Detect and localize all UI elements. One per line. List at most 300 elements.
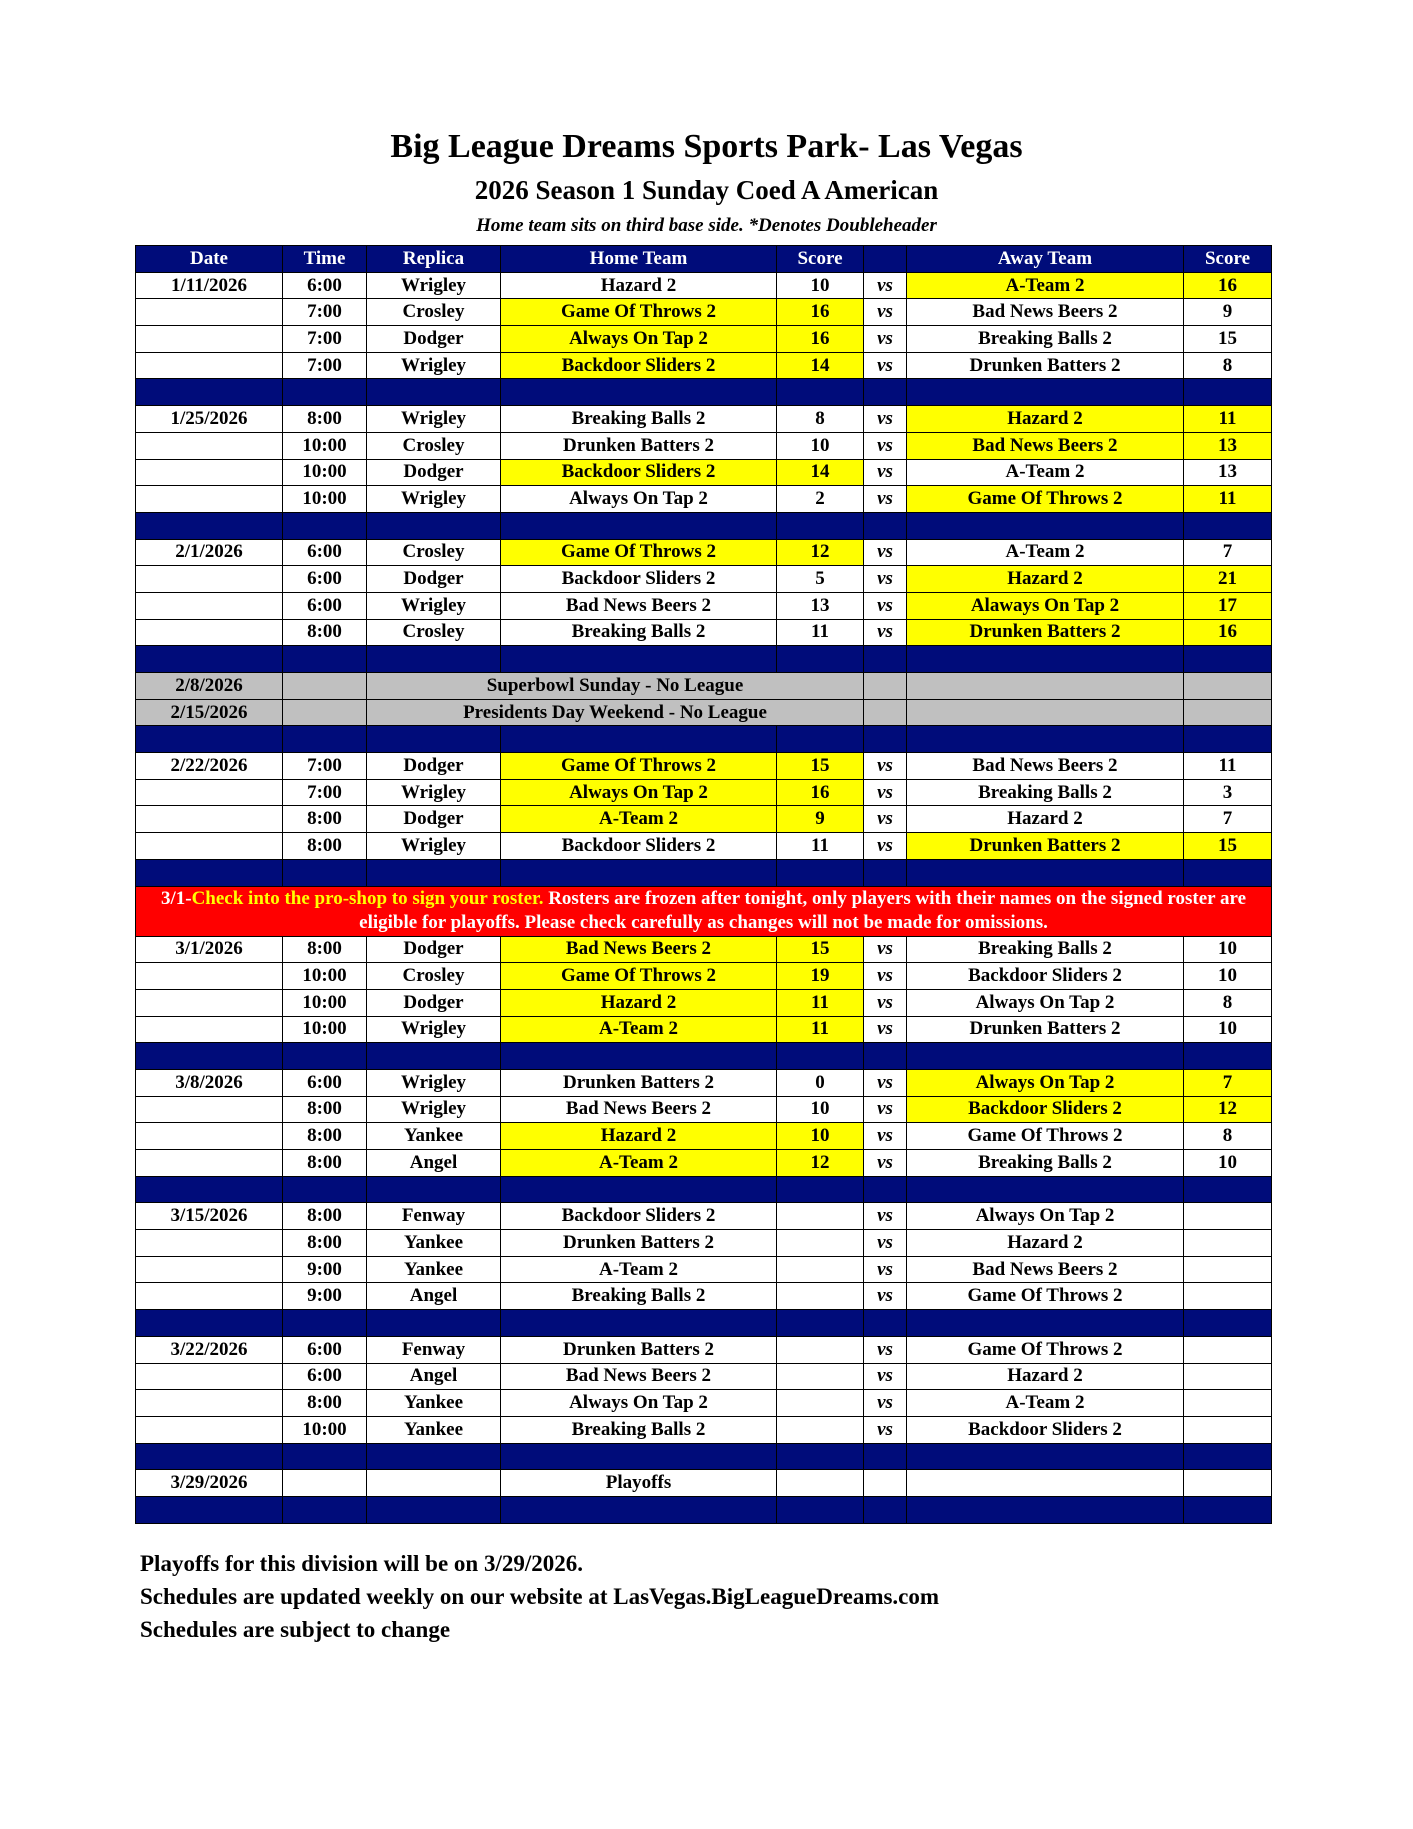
date-cell (136, 619, 283, 646)
home-score-cell: 10 (777, 432, 864, 459)
column-header (864, 246, 907, 273)
home-team-cell: Drunken Batters 2 (501, 1336, 777, 1363)
away-score-cell: 13 (1184, 432, 1272, 459)
footer-change-note: Schedules are subject to change (140, 1617, 451, 1642)
notice-prefix: 3/1- (160, 888, 192, 909)
game-row (136, 406, 1272, 433)
separator-cell (367, 646, 501, 673)
date-cell (136, 1390, 283, 1417)
separator-cell (136, 1443, 283, 1470)
time-cell: 8:00 (283, 1203, 367, 1230)
home-score-cell: 16 (777, 779, 864, 806)
away-score-cell (1184, 1256, 1272, 1283)
home-score-cell: 9 (777, 806, 864, 833)
separator-cell (907, 1496, 1184, 1523)
away-score-cell: 16 (1184, 272, 1272, 299)
separator-cell (283, 646, 367, 673)
footer-playoffs-note: Playoffs for this division will be on 3/29/2026. (140, 1551, 584, 1576)
time-cell: 10:00 (283, 963, 367, 990)
away-score-cell: 7 (1184, 806, 1272, 833)
date-cell: 2/8/2026 (136, 673, 283, 700)
game-row (136, 592, 1272, 619)
date-cell: 2/15/2026 (136, 699, 283, 726)
time-cell: 8:00 (283, 936, 367, 963)
home-score-cell: 12 (777, 1150, 864, 1177)
date-cell: 3/29/2026 (136, 1470, 283, 1497)
home-team-cell: A-Team 2 (501, 1150, 777, 1177)
away-team-cell: Drunken Batters 2 (907, 352, 1184, 379)
separator-cell (907, 1443, 1184, 1470)
away-team-cell: Bad News Beers 2 (907, 299, 1184, 326)
time-cell: 6:00 (283, 1363, 367, 1390)
separator-cell (864, 1443, 907, 1470)
vs-cell (864, 673, 907, 700)
away-score-cell: 10 (1184, 1150, 1272, 1177)
game-row (136, 326, 1272, 353)
field-cell: Fenway (367, 1336, 501, 1363)
separator-row (136, 1176, 1272, 1203)
away-score-cell (1184, 1283, 1272, 1310)
vs-cell: vs (864, 1016, 907, 1043)
field-cell: Yankee (367, 1390, 501, 1417)
separator-row (136, 726, 1272, 753)
away-team-cell: A-Team 2 (907, 272, 1184, 299)
game-row (136, 1363, 1272, 1390)
field-cell (367, 1470, 501, 1497)
separator-cell (1184, 1176, 1272, 1203)
home-team-cell: Game Of Throws 2 (501, 299, 777, 326)
away-team-cell: Breaking Balls 2 (907, 936, 1184, 963)
vs-cell: vs (864, 1069, 907, 1096)
separator-cell (367, 379, 501, 406)
home-score-cell (777, 1416, 864, 1443)
separator-cell (1184, 859, 1272, 886)
separator-cell (1184, 379, 1272, 406)
field-cell: Crosley (367, 299, 501, 326)
vs-cell (864, 699, 907, 726)
separator-cell (777, 646, 864, 673)
vs-cell: vs (864, 406, 907, 433)
game-row (136, 1069, 1272, 1096)
vs-cell: vs (864, 352, 907, 379)
field-cell: Wrigley (367, 1069, 501, 1096)
game-row (136, 539, 1272, 566)
field-cell: Angel (367, 1283, 501, 1310)
home-score-cell: 14 (777, 459, 864, 486)
home-score-cell (777, 1203, 864, 1230)
away-score-cell: 11 (1184, 486, 1272, 513)
away-team-cell: Breaking Balls 2 (907, 1150, 1184, 1177)
away-team-cell: Drunken Batters 2 (907, 1016, 1184, 1043)
time-cell: 6:00 (283, 1069, 367, 1096)
separator-cell (501, 1176, 777, 1203)
away-team-cell: Hazard 2 (907, 1363, 1184, 1390)
time-cell: 10:00 (283, 1016, 367, 1043)
home-score-cell: 11 (777, 619, 864, 646)
game-row (136, 1150, 1272, 1177)
away-score-cell (1184, 1390, 1272, 1417)
separator-cell (283, 726, 367, 753)
vs-cell: vs (864, 1150, 907, 1177)
date-cell (136, 592, 283, 619)
separator-cell (283, 1043, 367, 1070)
separator-cell (1184, 1310, 1272, 1337)
home-score-cell: 11 (777, 833, 864, 860)
separator-cell (907, 859, 1184, 886)
home-team-cell: Breaking Balls 2 (501, 1283, 777, 1310)
home-team-cell: Hazard 2 (501, 272, 777, 299)
away-score-cell: 8 (1184, 1123, 1272, 1150)
field-cell: Wrigley (367, 406, 501, 433)
field-cell: Dodger (367, 326, 501, 353)
away-score-cell (1184, 1230, 1272, 1257)
time-cell: 10:00 (283, 432, 367, 459)
away-score-cell: 21 (1184, 566, 1272, 593)
time-cell: 6:00 (283, 539, 367, 566)
date-cell (136, 1363, 283, 1390)
home-score-cell: 16 (777, 326, 864, 353)
date-cell (136, 1256, 283, 1283)
separator-cell (1184, 1443, 1272, 1470)
away-team-cell: Bad News Beers 2 (907, 753, 1184, 780)
away-team-cell: Bad News Beers 2 (907, 432, 1184, 459)
home-score-cell (777, 1230, 864, 1257)
field-cell: Dodger (367, 566, 501, 593)
separator-cell (501, 1443, 777, 1470)
game-row (136, 619, 1272, 646)
time-cell: 7:00 (283, 299, 367, 326)
field-cell: Crosley (367, 619, 501, 646)
separator-cell (907, 379, 1184, 406)
away-team-cell (907, 699, 1184, 726)
away-score-cell: 7 (1184, 1069, 1272, 1096)
vs-cell: vs (864, 486, 907, 513)
away-team-cell: Drunken Batters 2 (907, 833, 1184, 860)
vs-cell: vs (864, 963, 907, 990)
field-cell: Yankee (367, 1256, 501, 1283)
separator-row (136, 1496, 1272, 1523)
home-team-cell: Always On Tap 2 (501, 1390, 777, 1417)
away-team-cell: Breaking Balls 2 (907, 779, 1184, 806)
home-team-cell: Game Of Throws 2 (501, 963, 777, 990)
vs-cell: vs (864, 779, 907, 806)
date-cell (136, 1150, 283, 1177)
date-cell (136, 1016, 283, 1043)
field-cell: Crosley (367, 432, 501, 459)
away-team-cell: Backdoor Sliders 2 (907, 963, 1184, 990)
vs-cell: vs (864, 1096, 907, 1123)
notice-highlight: Check into the pro-shop to sign your roster. (191, 888, 544, 909)
separator-cell (1184, 1496, 1272, 1523)
separator-cell (1184, 646, 1272, 673)
date-cell (136, 1123, 283, 1150)
game-row (136, 1123, 1272, 1150)
date-cell (136, 806, 283, 833)
field-cell: Wrigley (367, 486, 501, 513)
vs-cell: vs (864, 272, 907, 299)
vs-cell: vs (864, 1230, 907, 1257)
away-score-cell (1184, 1363, 1272, 1390)
vs-cell: vs (864, 1256, 907, 1283)
home-score-cell: 15 (777, 936, 864, 963)
home-score-cell: 16 (777, 299, 864, 326)
separator-cell (501, 512, 777, 539)
date-cell (136, 352, 283, 379)
game-row (136, 1416, 1272, 1443)
away-team-cell: Game Of Throws 2 (907, 1283, 1184, 1310)
separator-cell (777, 859, 864, 886)
date-cell (136, 779, 283, 806)
away-team-cell: Hazard 2 (907, 806, 1184, 833)
away-team-cell: Hazard 2 (907, 566, 1184, 593)
home-team-cell: Bad News Beers 2 (501, 1096, 777, 1123)
away-team-cell: A-Team 2 (907, 539, 1184, 566)
separator-row (136, 379, 1272, 406)
away-team-cell: Breaking Balls 2 (907, 326, 1184, 353)
field-cell: Wrigley (367, 1016, 501, 1043)
away-score-cell: 10 (1184, 1016, 1272, 1043)
time-cell: 6:00 (283, 272, 367, 299)
game-row (136, 299, 1272, 326)
vs-cell: vs (864, 1390, 907, 1417)
away-score-cell: 11 (1184, 753, 1272, 780)
vs-cell: vs (864, 806, 907, 833)
game-row (136, 936, 1272, 963)
home-score-cell: 12 (777, 539, 864, 566)
date-cell (136, 566, 283, 593)
separator-row (136, 859, 1272, 886)
home-score-cell: 5 (777, 566, 864, 593)
date-cell (136, 299, 283, 326)
column-header: Score (1184, 246, 1272, 273)
separator-cell (501, 1496, 777, 1523)
vs-cell: vs (864, 326, 907, 353)
field-cell: Crosley (367, 963, 501, 990)
time-cell: 6:00 (283, 566, 367, 593)
home-team-cell: Backdoor Sliders 2 (501, 459, 777, 486)
home-score-cell (777, 1390, 864, 1417)
separator-cell (136, 859, 283, 886)
date-cell (136, 989, 283, 1016)
time-cell: 8:00 (283, 1123, 367, 1150)
field-cell: Dodger (367, 753, 501, 780)
home-score-cell (777, 1363, 864, 1390)
separator-cell (1184, 1043, 1272, 1070)
field-cell: Yankee (367, 1123, 501, 1150)
field-cell: Yankee (367, 1230, 501, 1257)
separator-cell (501, 646, 777, 673)
game-row (136, 272, 1272, 299)
vs-cell: vs (864, 936, 907, 963)
home-score-cell: 8 (777, 406, 864, 433)
date-cell (136, 833, 283, 860)
date-cell (136, 1416, 283, 1443)
away-score-cell (1184, 1416, 1272, 1443)
away-team-cell: Always On Tap 2 (907, 989, 1184, 1016)
separator-row (136, 646, 1272, 673)
date-cell (136, 1096, 283, 1123)
table-header-row (136, 246, 1272, 273)
separator-cell (136, 512, 283, 539)
date-cell: 1/11/2026 (136, 272, 283, 299)
time-cell: 8:00 (283, 1390, 367, 1417)
no-league-text: Presidents Day Weekend - No League (367, 699, 864, 726)
separator-cell (283, 859, 367, 886)
home-team-cell: Backdoor Sliders 2 (501, 566, 777, 593)
separator-cell (136, 1310, 283, 1337)
date-cell (136, 326, 283, 353)
away-score-cell (1184, 673, 1272, 700)
date-cell (136, 486, 283, 513)
separator-cell (283, 1310, 367, 1337)
time-cell (283, 673, 367, 700)
separator-cell (907, 1176, 1184, 1203)
roster-notice-row (136, 886, 1272, 936)
field-cell: Angel (367, 1150, 501, 1177)
home-team-cell: Always On Tap 2 (501, 779, 777, 806)
game-row (136, 1336, 1272, 1363)
separator-cell (777, 1310, 864, 1337)
time-cell: 8:00 (283, 619, 367, 646)
separator-cell (907, 1043, 1184, 1070)
separator-cell (283, 512, 367, 539)
home-score-cell: 10 (777, 1096, 864, 1123)
away-score-cell (1184, 699, 1272, 726)
game-row (136, 432, 1272, 459)
away-score-cell: 13 (1184, 459, 1272, 486)
game-row (136, 1016, 1272, 1043)
date-cell: 1/25/2026 (136, 406, 283, 433)
field-cell: Wrigley (367, 592, 501, 619)
away-team-cell: A-Team 2 (907, 1390, 1184, 1417)
time-cell: 8:00 (283, 833, 367, 860)
away-score-cell: 16 (1184, 619, 1272, 646)
separator-cell (367, 859, 501, 886)
separator-cell (864, 1043, 907, 1070)
separator-cell (136, 1496, 283, 1523)
away-team-cell: Game Of Throws 2 (907, 1123, 1184, 1150)
separator-cell (283, 1443, 367, 1470)
date-cell: 3/15/2026 (136, 1203, 283, 1230)
game-row (136, 566, 1272, 593)
game-row (136, 459, 1272, 486)
column-header: Home Team (501, 246, 777, 273)
separator-cell (136, 726, 283, 753)
date-cell: 2/1/2026 (136, 539, 283, 566)
home-team-cell: Backdoor Sliders 2 (501, 352, 777, 379)
home-team-cell: Backdoor Sliders 2 (501, 833, 777, 860)
separator-cell (1184, 726, 1272, 753)
home-team-cell: Always On Tap 2 (501, 486, 777, 513)
time-cell: 7:00 (283, 779, 367, 806)
date-cell: 3/8/2026 (136, 1069, 283, 1096)
separator-cell (283, 1176, 367, 1203)
vs-cell: vs (864, 459, 907, 486)
home-team-cell: Game Of Throws 2 (501, 753, 777, 780)
vs-cell: vs (864, 539, 907, 566)
separator-cell (907, 726, 1184, 753)
vs-cell: vs (864, 299, 907, 326)
column-header: Replica (367, 246, 501, 273)
vs-cell: vs (864, 1203, 907, 1230)
separator-cell (367, 512, 501, 539)
home-team-cell: Playoffs (501, 1470, 777, 1497)
separator-cell (864, 1310, 907, 1337)
separator-cell (501, 1043, 777, 1070)
away-score-cell: 9 (1184, 299, 1272, 326)
separator-cell (367, 1310, 501, 1337)
home-score-cell: 2 (777, 486, 864, 513)
away-score-cell: 15 (1184, 326, 1272, 353)
away-team-cell: Always On Tap 2 (907, 1203, 1184, 1230)
separator-cell (367, 1043, 501, 1070)
away-score-cell: 10 (1184, 963, 1272, 990)
vs-cell: vs (864, 1363, 907, 1390)
separator-cell (907, 1310, 1184, 1337)
home-score-cell: 11 (777, 1016, 864, 1043)
separator-row (136, 1310, 1272, 1337)
game-row (136, 779, 1272, 806)
time-cell: 9:00 (283, 1256, 367, 1283)
home-team-cell: Backdoor Sliders 2 (501, 1203, 777, 1230)
vs-cell: vs (864, 753, 907, 780)
field-cell: Wrigley (367, 352, 501, 379)
date-cell (136, 1230, 283, 1257)
home-team-cell: Breaking Balls 2 (501, 619, 777, 646)
home-score-cell (777, 1470, 864, 1497)
separator-cell (136, 646, 283, 673)
game-row (136, 1470, 1272, 1497)
field-cell: Wrigley (367, 1096, 501, 1123)
time-cell: 8:00 (283, 806, 367, 833)
home-team-cell: Breaking Balls 2 (501, 406, 777, 433)
game-row (136, 486, 1272, 513)
separator-cell (907, 512, 1184, 539)
separator-cell (864, 726, 907, 753)
home-team-cell: Breaking Balls 2 (501, 1416, 777, 1443)
home-score-cell: 11 (777, 989, 864, 1016)
home-score-cell: 13 (777, 592, 864, 619)
schedule-note: Home team sits on third base side. *Denotes Doubleheader (476, 215, 937, 236)
field-cell: Dodger (367, 989, 501, 1016)
game-row (136, 989, 1272, 1016)
separator-cell (501, 1310, 777, 1337)
field-cell: Wrigley (367, 272, 501, 299)
away-score-cell: 11 (1184, 406, 1272, 433)
date-cell (136, 1283, 283, 1310)
game-row (136, 963, 1272, 990)
away-team-cell: Game Of Throws 2 (907, 1336, 1184, 1363)
away-score-cell: 3 (1184, 779, 1272, 806)
separator-cell (136, 1043, 283, 1070)
field-cell: Dodger (367, 936, 501, 963)
home-team-cell: Bad News Beers 2 (501, 936, 777, 963)
away-score-cell (1184, 1470, 1272, 1497)
home-team-cell: Game Of Throws 2 (501, 539, 777, 566)
game-row (136, 806, 1272, 833)
date-cell (136, 963, 283, 990)
away-team-cell: Hazard 2 (907, 1230, 1184, 1257)
away-team-cell: Game Of Throws 2 (907, 486, 1184, 513)
time-cell (283, 699, 367, 726)
column-header: Score (777, 246, 864, 273)
home-score-cell (777, 1336, 864, 1363)
game-row (136, 753, 1272, 780)
game-row (136, 1256, 1272, 1283)
home-team-cell: A-Team 2 (501, 1256, 777, 1283)
separator-cell (1184, 512, 1272, 539)
separator-cell (864, 1496, 907, 1523)
